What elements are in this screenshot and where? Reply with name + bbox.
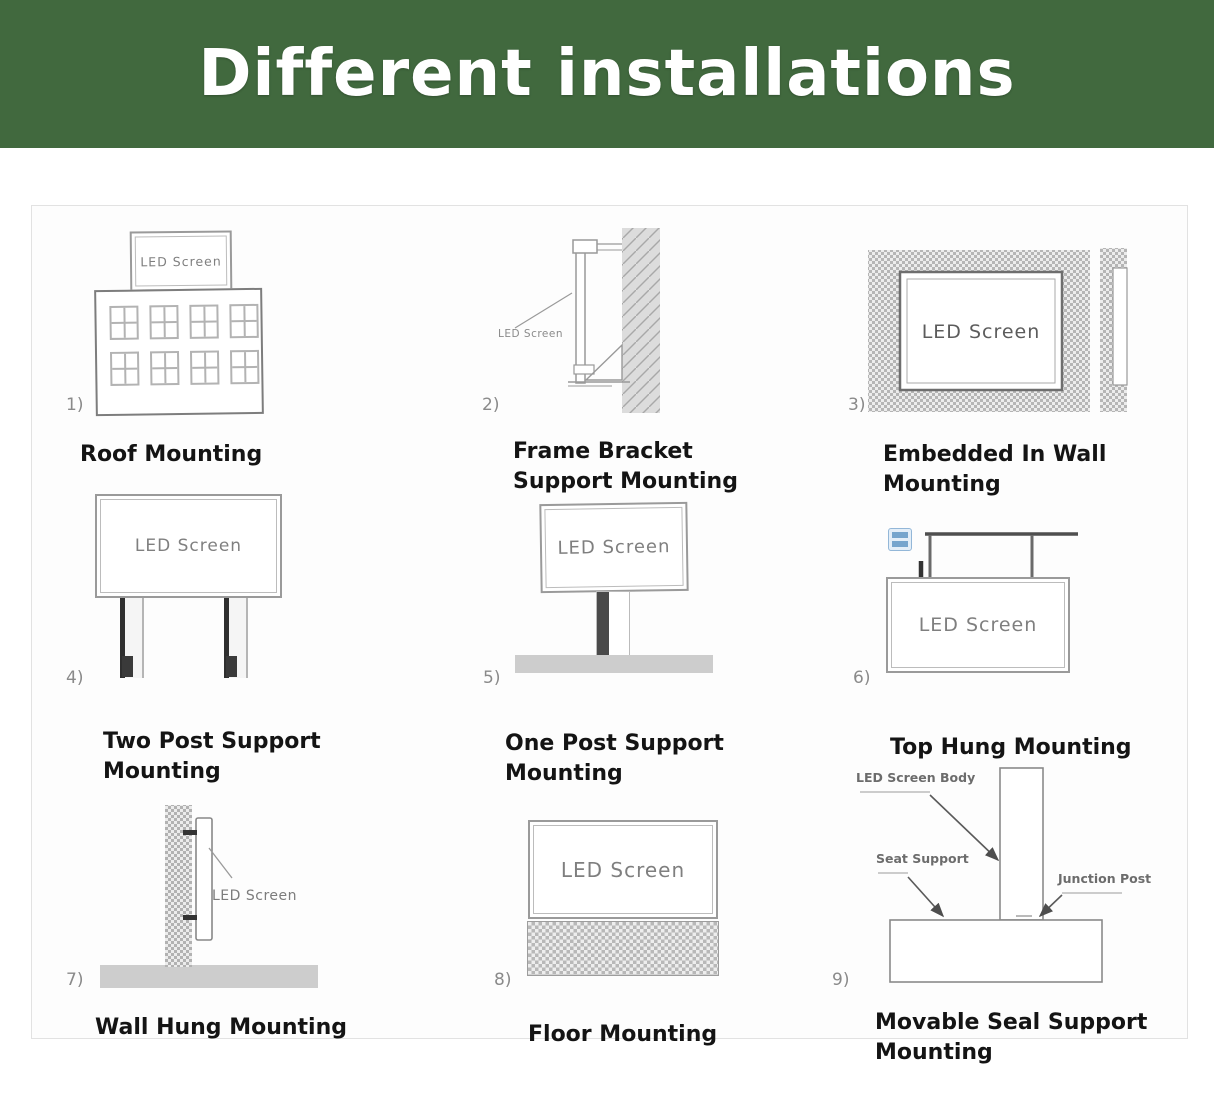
building-window	[150, 351, 179, 385]
screen-label: LED Screen	[498, 328, 564, 340]
item-number: 3)	[848, 395, 866, 415]
wall-hung-diagram	[60, 800, 340, 990]
arrow-to-seat	[908, 877, 943, 916]
item-number: 6)	[853, 668, 871, 688]
caption-roof-mounting: Roof Mounting	[80, 442, 263, 467]
roof-led-screen-frame	[130, 230, 233, 291]
image-placeholder-icon	[888, 528, 912, 551]
screen-label: LED Screen	[921, 321, 1041, 343]
label-junction-post: Junction Post	[1058, 871, 1152, 886]
one-post-screen-frame	[539, 502, 688, 593]
post	[596, 591, 630, 657]
screen-body	[1000, 768, 1043, 920]
caption-two-post: Two Post Support Mounting	[103, 729, 321, 784]
caption-wall-hung: Wall Hung Mounting	[95, 1015, 348, 1040]
post-shadow	[597, 592, 609, 656]
caption-embedded-wall: Embedded In Wall Mounting	[883, 442, 1107, 497]
item-number: 7)	[66, 970, 84, 990]
item-number: 5)	[483, 668, 501, 688]
wall	[165, 805, 192, 967]
screen-label: LED Screen	[891, 582, 1065, 668]
label-seat-support: Seat Support	[876, 851, 969, 866]
building-window	[109, 306, 138, 340]
screen-slot	[1113, 268, 1127, 385]
item-number: 1)	[66, 395, 84, 415]
screen-label: LED Screen	[135, 236, 228, 287]
item-number: 8)	[494, 970, 512, 990]
bottom-bracket	[574, 365, 594, 374]
top-hung-screen-frame	[886, 577, 1070, 673]
building-window	[230, 350, 259, 384]
mount-peg	[183, 915, 197, 920]
building-window	[229, 304, 258, 338]
screen-label: LED Screen	[212, 888, 298, 904]
top-bracket	[573, 240, 597, 253]
pointer-line	[515, 293, 572, 328]
ground-bar	[100, 965, 318, 988]
icon-bar	[892, 532, 908, 538]
item-number: 4)	[66, 668, 84, 688]
screen-side	[196, 818, 212, 940]
frame-bracket-diagram	[480, 225, 740, 417]
icon-bar	[892, 541, 908, 547]
building	[94, 288, 264, 416]
post-foot	[122, 656, 133, 677]
caption-one-post: One Post Support Mounting	[505, 731, 724, 786]
building-window	[189, 304, 218, 338]
caption-frame-bracket: Frame Bracket Support Mounting	[513, 439, 738, 494]
caption-floor: Floor Mounting	[528, 1022, 718, 1047]
item-number: 9)	[832, 970, 850, 990]
floor-screen-frame	[528, 820, 718, 919]
header-banner	[0, 0, 1214, 148]
building-window	[149, 305, 178, 339]
caption-top-hung: Top Hung Mounting	[890, 735, 1132, 760]
building-window	[110, 352, 139, 386]
seat-base	[890, 920, 1102, 982]
ground-bar	[515, 655, 713, 673]
top-hung-rig	[915, 528, 1085, 578]
screen-label: LED Screen	[533, 825, 713, 914]
caption-movable-seal: Movable Seal Support Mounting	[875, 1010, 1148, 1065]
embedded-wall-diagram	[845, 240, 1145, 420]
screen-label: LED Screen	[100, 499, 277, 593]
mount-peg	[183, 830, 197, 835]
screen-side	[576, 248, 585, 383]
support-triangle	[586, 345, 622, 380]
label-led-screen-body: LED Screen Body	[856, 770, 976, 785]
post-foot	[226, 656, 237, 677]
building-window	[190, 350, 219, 384]
floor-base-block	[527, 921, 719, 976]
two-post-screen-frame	[95, 494, 282, 598]
screen-label: LED Screen	[544, 507, 683, 588]
wall	[622, 228, 660, 413]
page-title: Different installations	[198, 37, 1016, 111]
item-number: 2)	[482, 395, 500, 415]
